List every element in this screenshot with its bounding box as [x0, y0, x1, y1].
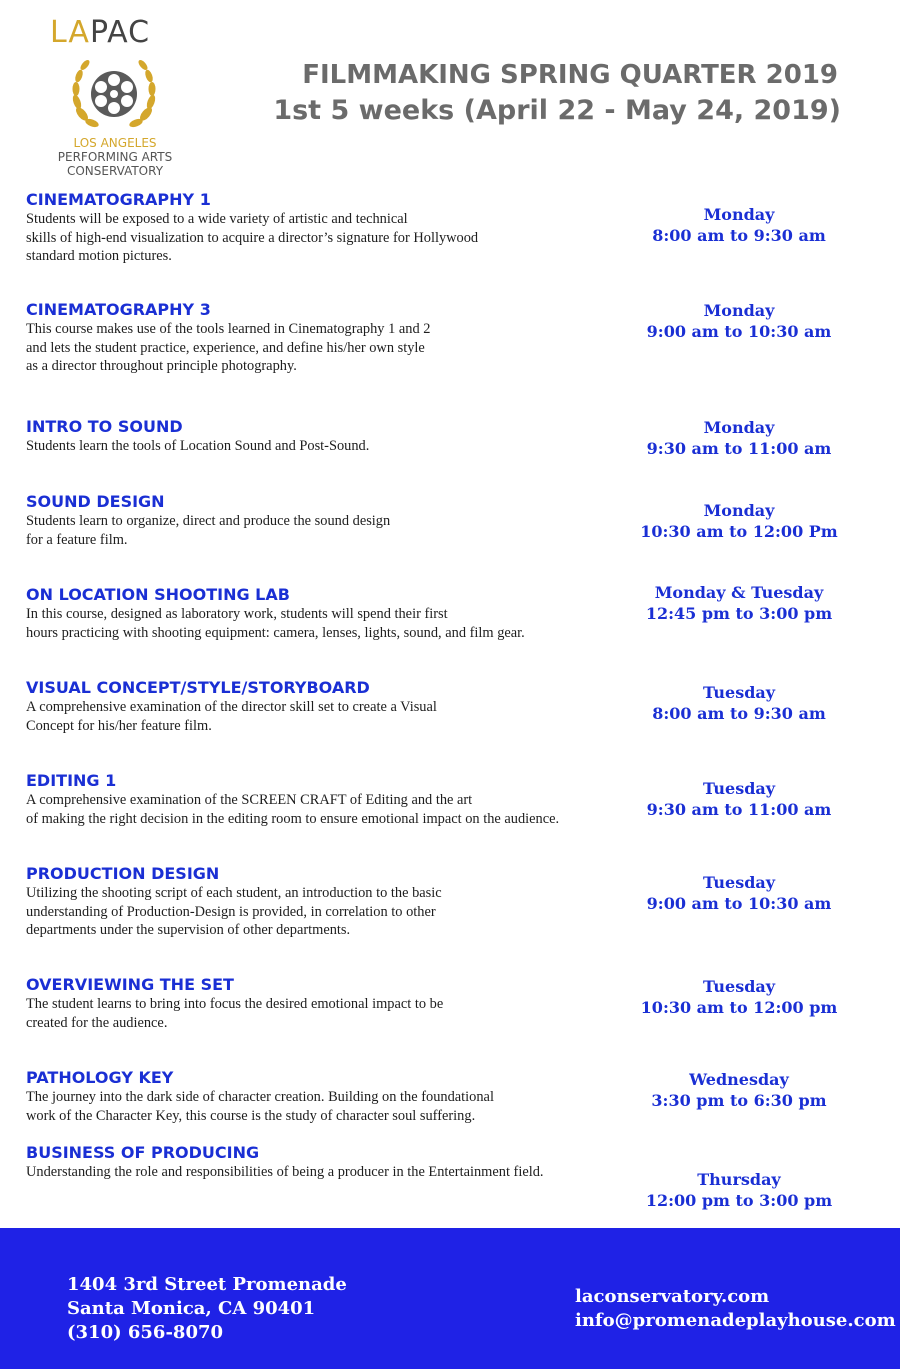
schedule-day: Tuesday — [702, 873, 776, 892]
course-description: This course makes use of the tools learned in Cinematography 1 and 2 and lets the student practice, experience, and define his/her own style as a director throughout principle photography. — [26, 321, 431, 374]
course-editing-1 — [26, 771, 646, 828]
logo-line-1: LOS ANGELES — [73, 136, 157, 150]
course-description: Students will be exposed to a wide variety of artistic and technical skills of high-end visualization to acquire a director’s signature for Hollywood standard motion pictures. — [26, 211, 479, 264]
course-cinematography-1 — [26, 190, 646, 266]
course-production-design — [26, 864, 646, 940]
course-on-location-shooting-lab — [26, 585, 646, 642]
course-title: PATHOLOGY KEY — [26, 1068, 174, 1087]
schedule-overviewing-the-set — [610, 976, 868, 1018]
course-title: CINEMATOGRAPHY 3 — [26, 300, 211, 319]
schedule-production-design — [610, 872, 868, 914]
course-description: In this course, designed as laboratory work, students will spend their first hours practicing with shooting equipment: camera, lenses, lights, sound, and film gear. — [26, 606, 525, 641]
course-business-of-producing — [26, 1143, 646, 1182]
schedule-on-location-shooting-lab — [610, 582, 868, 624]
course-description: A comprehensive examination of the SCREEN CRAFT of Editing and the art of making the right decision in the editing room to ensure emotional impact on the audience. — [26, 792, 560, 827]
course-title: OVERVIEWING THE SET — [26, 975, 234, 994]
logo-wordmark — [50, 15, 180, 50]
course-title: SOUND DESIGN — [26, 492, 165, 511]
schedule-time: 9:30 am to 11:00 am — [646, 439, 832, 458]
course-description: The student learns to bring into focus the desired emotional impact to be created for the audience. — [26, 996, 444, 1031]
address-city: Santa Monica, CA 90401 — [67, 1298, 316, 1319]
schedule-time: 9:00 am to 10:30 am — [646, 322, 832, 341]
schedule-day: Monday — [703, 418, 775, 437]
logo-subtitle — [40, 136, 190, 178]
course-sound-design — [26, 492, 646, 549]
schedule-day: Monday — [703, 501, 775, 520]
course-title: EDITING 1 — [26, 771, 117, 790]
course-description: Students learn to organize, direct and produce the sound design for a feature film. — [26, 513, 391, 548]
course-title: PRODUCTION DESIGN — [26, 864, 220, 883]
schedule-day: Tuesday — [702, 779, 776, 798]
schedule-cinematography-3 — [610, 300, 868, 342]
film-reel-laurel-icon — [68, 56, 160, 134]
logo-line-2: PERFORMING ARTS — [57, 150, 173, 164]
schedule-cinematography-1 — [610, 204, 868, 246]
schedule-intro-to-sound — [610, 417, 868, 459]
schedule-day: Wednesday — [689, 1070, 789, 1089]
footer-bar — [0, 1228, 900, 1369]
course-description: The journey into the dark side of character creation. Building on the foundational work of the Character Key, this course is the study of character soul suffering. — [26, 1089, 494, 1124]
address-street: 1404 3rd Street Promenade — [67, 1274, 347, 1295]
schedule-time: 9:00 am to 10:30 am — [646, 894, 832, 913]
course-title: CINEMATOGRAPHY 1 — [26, 190, 211, 209]
footer-contact — [575, 1285, 896, 1333]
schedule-day: Monday & Tuesday — [654, 583, 824, 602]
schedule-pathology-key — [610, 1069, 868, 1111]
email-link[interactable]: info@promenadeplayhouse.com — [575, 1310, 896, 1331]
logo-line-3: CONSERVATORY — [66, 164, 164, 178]
course-title: BUSINESS OF PRODUCING — [26, 1143, 260, 1162]
course-description: Utilizing the shooting script of each student, an introduction to the basic understanding of Production-Design is provided, in correlation to other departments under the supervision of other departments. — [26, 885, 442, 938]
schedule-day: Monday — [703, 205, 775, 224]
schedule-day: Monday — [703, 301, 775, 320]
course-title: ON LOCATION SHOOTING LAB — [26, 585, 290, 604]
course-description: Understanding the role and responsibilities of being a producer in the Entertainment field. — [26, 1164, 544, 1180]
logo-la: LA — [50, 15, 90, 50]
schedule-time: 8:00 am to 9:30 am — [652, 226, 826, 245]
schedule-time: 12:45 pm to 3:00 pm — [645, 604, 833, 623]
schedule-time: 12:00 pm to 3:00 pm — [645, 1191, 833, 1210]
course-intro-to-sound — [26, 417, 646, 456]
website-link[interactable]: laconservatory.com — [575, 1286, 770, 1307]
course-visual-concept — [26, 678, 646, 735]
course-description: A comprehensive examination of the director skill set to create a Visual Concept for his/her feature film. — [26, 699, 437, 734]
schedule-sound-design — [610, 500, 868, 542]
schedule-time: 9:30 am to 11:00 am — [646, 800, 832, 819]
course-cinematography-3 — [26, 300, 646, 376]
schedule-day: Tuesday — [702, 683, 776, 702]
schedule-visual-concept — [610, 682, 868, 724]
schedule-time: 10:30 am to 12:00 pm — [640, 998, 838, 1017]
schedule-business-of-producing — [610, 1169, 868, 1211]
footer-address — [67, 1273, 347, 1345]
course-overviewing-the-set — [26, 975, 646, 1032]
schedule-day: Tuesday — [702, 977, 776, 996]
course-title: INTRO TO SOUND — [26, 417, 183, 436]
phone-number: (310) 656-8070 — [67, 1322, 224, 1343]
schedule-time: 8:00 am to 9:30 am — [652, 704, 826, 723]
page-title: FILMMAKING SPRING QUARTER 2019 — [302, 60, 838, 90]
schedule-editing-1 — [610, 778, 868, 820]
course-pathology-key — [26, 1068, 646, 1125]
course-title: VISUAL CONCEPT/STYLE/STORYBOARD — [26, 678, 370, 697]
logo-pac: PAC — [89, 15, 151, 50]
schedule-time: 10:30 am to 12:00 Pm — [640, 522, 838, 541]
course-description: Students learn the tools of Location Sound and Post-Sound. — [26, 438, 370, 454]
schedule-time: 3:30 pm to 6:30 pm — [651, 1091, 827, 1110]
page-subtitle: 1st 5 weeks (April 22 - May 24, 2019) — [273, 95, 841, 126]
page-heading — [273, 57, 841, 129]
schedule-day: Thursday — [697, 1170, 781, 1189]
